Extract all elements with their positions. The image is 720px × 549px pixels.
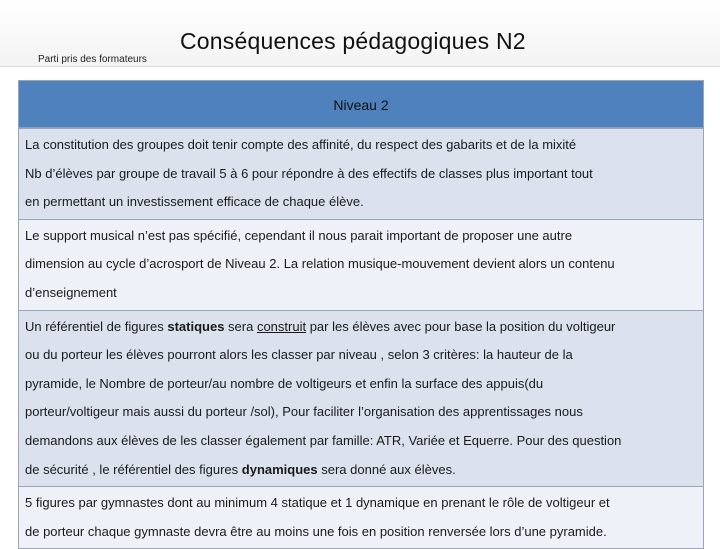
row-text [25,456,697,485]
row-text: ou du porteur les élèves pourront alors les classer par niveau , selon 3 critères: la hauteur de la [25,347,573,363]
row-text: La constitution des groupes doit tenir compte des affinité, du respect des gabarits et de la mixité [25,137,577,152]
table-row-figures [19,310,703,487]
row-text [25,313,697,342]
emphasis-statiques: statiques [167,318,225,334]
row-text: de porteur chaque gymnaste devra être au moins une fois en position renversée lors d’une pyramide. [25,523,607,539]
row-text: pyramide, le Nombre de porteur/au nombre de voltigeurs et enfin la surface des appuis(du [25,375,544,391]
text-span: par les élèves avec pour base la position du voltigeur [306,318,616,334]
table-row-groups [19,128,703,219]
table-header [19,81,703,128]
slide-title: Conséquences pédagogiques N2 [180,28,526,54]
slide-subtitle: Parti pris des formateurs [38,54,147,65]
row-text: d’enseignement [25,284,117,300]
row-text: Nb d’élèves par groupe de travail 5 à 6 pour répondre à des effectifs de classes plus important tout [25,165,593,181]
row-text: 5 figures par gymnastes dont au minimum 4 statique et 1 dynamique en prenant le rôle de voltigeur et [25,495,610,511]
table-row-requirements [19,486,703,548]
text-span: sera donné aux élèves. [317,461,456,477]
row-text: Le support musical n’est pas spécifié, cependant il nous parait important de proposer une autre [25,227,573,243]
row-text: porteur/voltigeur mais aussi du porteur /sol), Pour faciliter l’organisation des apprentissages nous [25,404,583,420]
text-span: de sécurité , le référentiel des figures [25,461,242,477]
row-text: demandons aux élèves de les classer également par famille: ATR, Variée et Equerre. Pour des question [25,432,622,448]
emphasis-dynamiques: dynamiques [241,461,318,477]
table-row-music [19,219,703,310]
text-span: sera [224,318,257,334]
content-table [18,80,704,549]
row-text: dimension au cycle d’acrosport de Niveau 2. La relation musique-mouvement devient alors un contenu [25,256,615,272]
text-span: Un référentiel de figures [25,318,168,334]
table-heading: Niveau 2 [333,97,389,113]
row-text: en permettant un investissement efficace de chaque élève. [25,194,364,210]
underlined-construit: construit [256,318,307,334]
